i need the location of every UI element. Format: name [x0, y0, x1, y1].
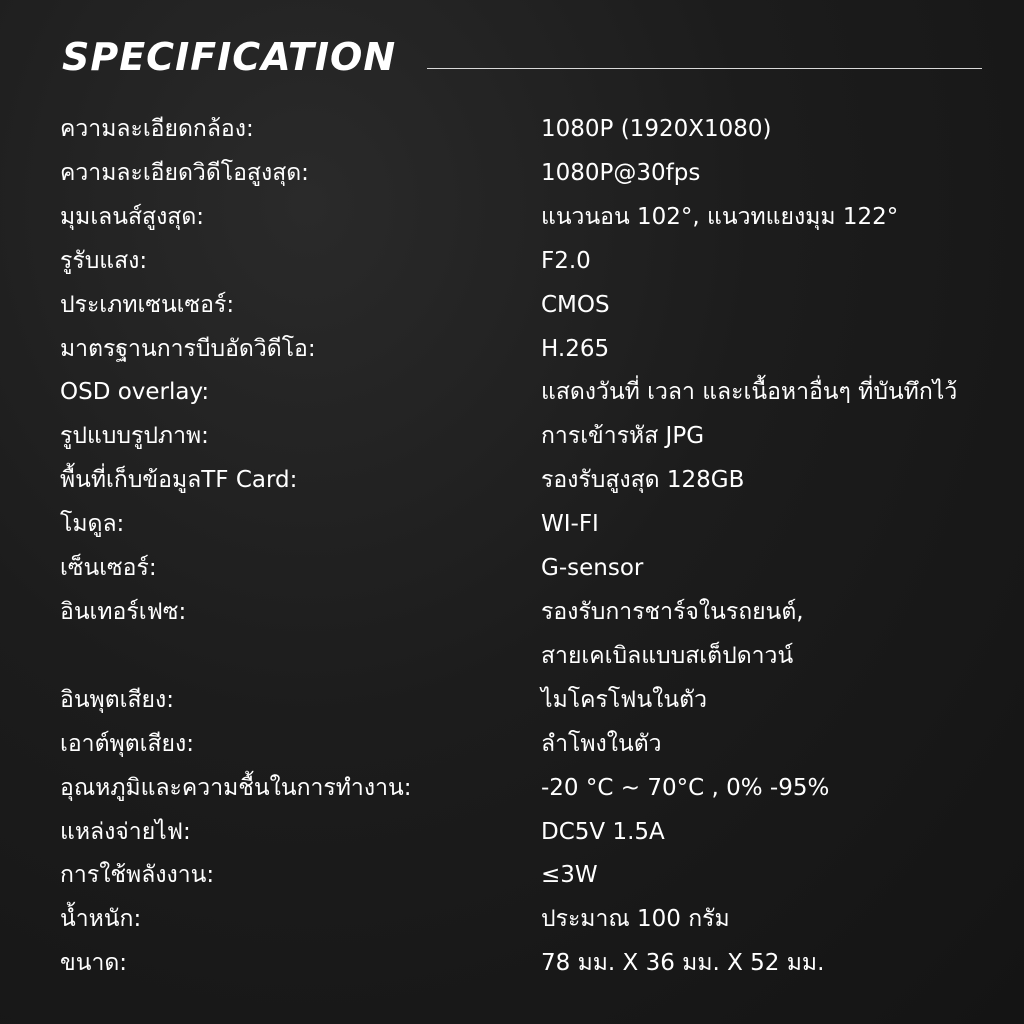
- spec-value: ไมโครโฟนในตัว: [541, 686, 707, 713]
- spec-value: F2.0: [541, 247, 591, 274]
- spec-row-image-format: [60, 415, 1010, 459]
- spec-row-storage: [60, 459, 1010, 503]
- page-header: [62, 34, 982, 84]
- page-title: SPECIFICATION: [62, 35, 397, 79]
- spec-row-weight: [60, 898, 1010, 942]
- spec-label: มาตรฐานการบีบอัดวิดีโอ:: [60, 335, 316, 362]
- spec-value: 1080P (1920X1080): [541, 116, 772, 142]
- spec-row-module: [60, 503, 1010, 547]
- spec-label: ความละเอียดวิดีโอสูงสุด:: [60, 159, 309, 186]
- spec-value: ประมาณ 100 กรัม: [541, 906, 730, 933]
- spec-label: โมดูล:: [60, 511, 125, 538]
- spec-row-dimensions: [60, 942, 1010, 986]
- spec-value: แสดงวันที่ เวลา และเนื้อหาอื่นๆ ที่บันทึกไว้: [541, 379, 958, 406]
- spec-row-video-compression: [60, 328, 1010, 372]
- spec-label: การใช้พลังงาน:: [60, 862, 215, 889]
- spec-value: รองรับการชาร์จในรถยนต์,: [541, 598, 804, 625]
- spec-label: อินเทอร์เฟซ:: [60, 598, 187, 625]
- spec-row-power-consumption: [60, 854, 1010, 898]
- spec-row-interface: [60, 591, 1010, 635]
- spec-row-interface-continued: [60, 635, 1010, 679]
- spec-row-video-resolution: [60, 152, 1010, 196]
- spec-value: แนวนอน 102°, แนวทแยงมุม 122°: [541, 203, 899, 230]
- spec-value: WI-FI: [541, 511, 599, 538]
- spec-row-osd-overlay: [60, 371, 1010, 415]
- spec-row-sensor: [60, 547, 1010, 591]
- spec-value: G-sensor: [541, 555, 644, 582]
- spec-value: รองรับสูงสุด 128GB: [541, 467, 745, 494]
- spec-label: ความละเอียดกล้อง:: [60, 116, 254, 142]
- spec-row-aperture: [60, 240, 1010, 284]
- spec-label: เซ็นเซอร์:: [60, 555, 157, 582]
- spec-row-lens-angle: [60, 196, 1010, 240]
- spec-value: 78 มม. X 36 มม. X 52 มม.: [541, 950, 825, 977]
- spec-value: ≤3W: [541, 862, 598, 889]
- spec-row-audio-input: [60, 679, 1010, 723]
- spec-label: ขนาด:: [60, 950, 128, 977]
- spec-value: 1080P@30fps: [541, 159, 701, 186]
- spec-list: [60, 108, 1010, 986]
- spec-row-camera-resolution: [60, 108, 1010, 152]
- spec-row-sensor-type: [60, 284, 1010, 328]
- spec-label: เอาต์พุตเสียง:: [60, 730, 194, 757]
- title-divider: [427, 68, 982, 69]
- spec-label: OSD overlay:: [60, 379, 210, 406]
- spec-label: อุณหภูมิและความชื้นในการทำงาน:: [60, 774, 412, 801]
- spec-row-audio-output: [60, 723, 1010, 767]
- spec-row-power-supply: [60, 811, 1010, 855]
- spec-label: อินพุตเสียง:: [60, 686, 174, 713]
- spec-label: น้ำหนัก:: [60, 906, 142, 933]
- spec-value: -20 °C ~ 70°C , 0% -95%: [541, 774, 830, 801]
- spec-label: รูปแบบรูปภาพ:: [60, 423, 209, 450]
- spec-row-operating-conditions: [60, 767, 1010, 811]
- spec-value: การเข้ารหัส JPG: [541, 423, 705, 450]
- spec-label: [60, 635, 541, 679]
- spec-value: DC5V 1.5A: [541, 818, 665, 845]
- spec-label: มุมเลนส์สูงสุด:: [60, 203, 205, 230]
- spec-value: H.265: [541, 335, 610, 362]
- spec-value: ลำโพงในตัว: [541, 730, 662, 757]
- spec-label: รูรับแสง:: [60, 247, 148, 274]
- spec-label: ประเภทเซนเซอร์:: [60, 291, 235, 318]
- spec-label: แหล่งจ่ายไฟ:: [60, 818, 191, 845]
- spec-value: CMOS: [541, 291, 610, 318]
- spec-value: สายเคเบิลแบบสเต็ปดาวน์: [541, 642, 794, 669]
- spec-label: พื้นที่เก็บข้อมูลTF Card:: [60, 467, 298, 494]
